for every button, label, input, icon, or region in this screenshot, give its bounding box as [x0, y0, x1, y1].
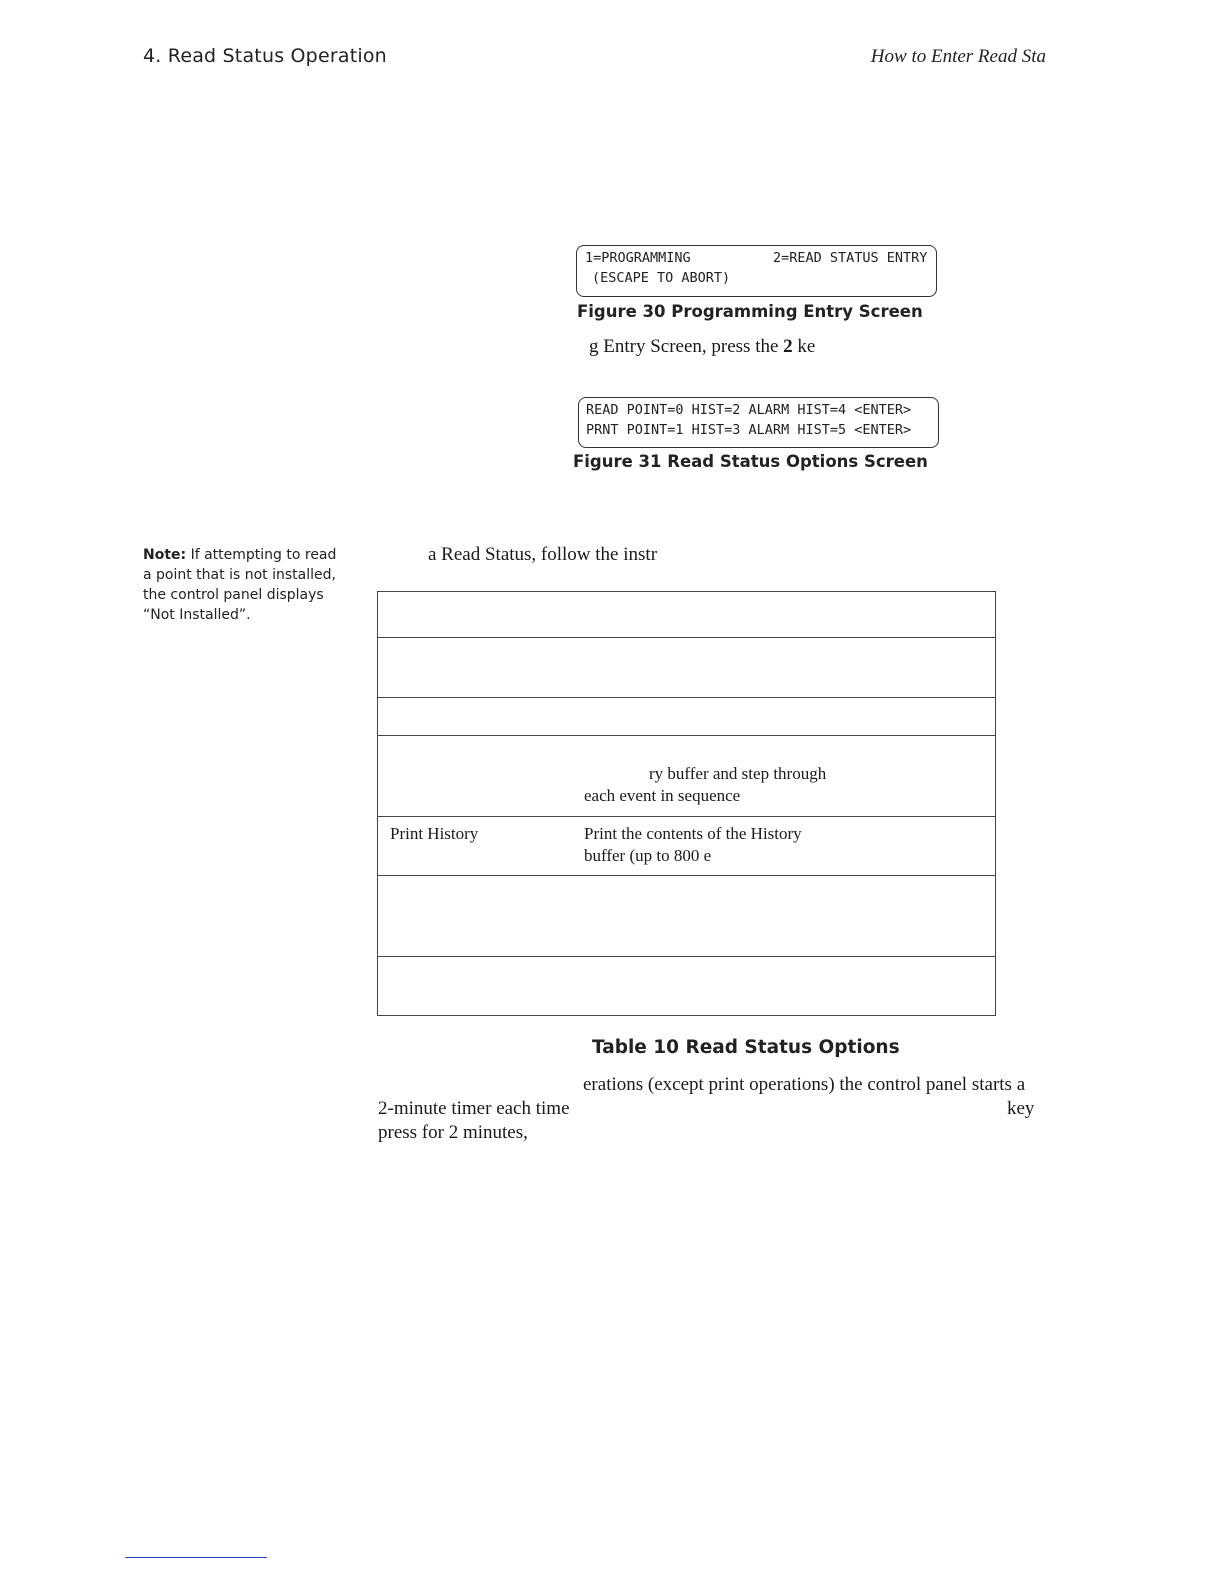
note-label: Note:	[143, 547, 187, 563]
table-row	[378, 876, 996, 957]
lcd-line1-left: 1=PROGRAMMING	[585, 250, 691, 266]
table-row	[378, 638, 996, 698]
paragraph-timer-line2-right: key	[1007, 1098, 1035, 1119]
paragraph-timer-line1: erations (except print operations) the control panel starts a	[583, 1074, 1026, 1095]
description-cell	[584, 876, 996, 957]
table-row	[378, 592, 996, 638]
option-cell	[378, 638, 585, 698]
running-header-section: 4. Read Status Operation	[143, 45, 387, 67]
description-line: each event in sequence	[584, 786, 741, 805]
description-cell	[584, 638, 996, 698]
lcd-line2: PRNT POINT=1 HIST=3 ALARM HIST=5 <ENTER>	[586, 422, 912, 438]
lcd-line1: READ POINT=0 HIST=2 ALARM HIST=4 <ENTER>	[586, 402, 912, 418]
programming-entry-lcd	[576, 245, 937, 297]
option-cell	[378, 876, 585, 957]
lcd-line2: (ESCAPE TO ABORT)	[592, 270, 731, 286]
paragraph-timer-line3: press for 2 minutes,	[378, 1122, 528, 1143]
description-line: ry buffer and step through	[649, 764, 827, 783]
paragraph-press-2	[589, 336, 815, 358]
read-status-options-table	[377, 591, 996, 1016]
table-row	[378, 736, 996, 817]
option-cell	[378, 698, 585, 736]
figure-30-caption: Figure 30 Programming Entry Screen	[577, 302, 923, 321]
paragraph-press-2-after: ke	[792, 336, 816, 357]
description-cell	[584, 817, 996, 876]
paragraph-press-2-before: g Entry Screen, press the	[589, 336, 784, 357]
paragraph-follow-instructions: a Read Status, follow the instr	[428, 544, 658, 565]
description-cell	[584, 957, 996, 1016]
description-cell	[584, 592, 996, 638]
read-status-options-lcd	[578, 397, 939, 448]
description-cell	[584, 698, 996, 736]
running-header-title: How to Enter Read Sta	[870, 46, 1046, 67]
paragraph-timer-line2-left: 2-minute timer each time	[378, 1098, 570, 1119]
option-cell	[378, 957, 585, 1016]
description-line: buffer (up to 800 e	[584, 846, 712, 865]
table-row	[378, 957, 996, 1016]
key-2-bold: 2	[783, 336, 793, 357]
figure-31-caption: Figure 31 Read Status Options Screen	[573, 452, 928, 471]
note-text: If attempting to read a point that is not installed, the control panel displays “Not Installed”.	[143, 547, 337, 623]
footer-rule	[125, 1557, 267, 1558]
option-cell	[378, 736, 585, 817]
lcd-line1-right: 2=READ STATUS ENTRY	[773, 250, 928, 266]
note-sidebar	[143, 545, 348, 625]
table-row	[378, 698, 996, 736]
option-cell	[378, 592, 585, 638]
table-10-caption: Table 10 Read Status Options	[592, 1037, 900, 1058]
table-row	[378, 817, 996, 876]
option-cell: Print History	[378, 817, 585, 876]
description-cell	[584, 736, 996, 817]
description-line: Print the contents of the History	[584, 824, 802, 843]
